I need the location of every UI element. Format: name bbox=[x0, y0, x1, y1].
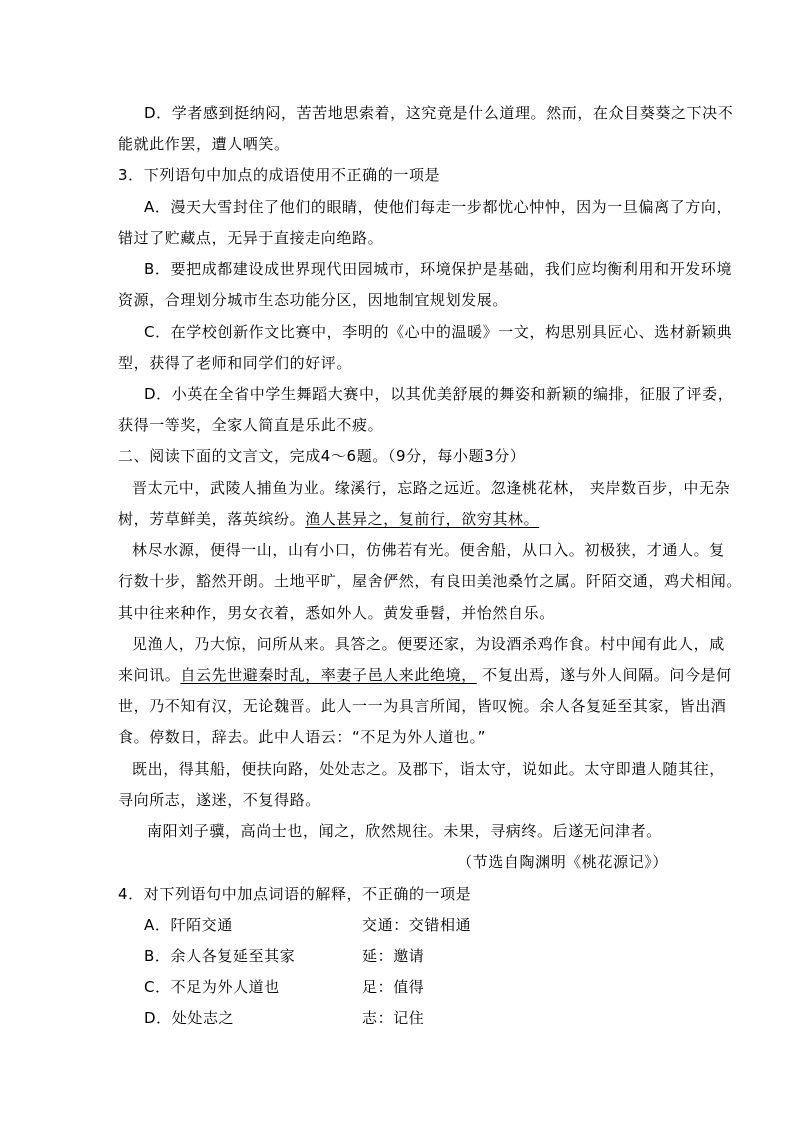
passage-p3-line2-start: 来问讯。 bbox=[118, 666, 181, 684]
passage-p2-line3: 其中往来种作，男女衣着，悉如外人。黄发垂髫，并怡然自乐。 bbox=[118, 604, 555, 622]
passage-p1-line2-text: 树，芳草鲜美，落英缤纷。 bbox=[118, 510, 306, 528]
q3-option-b-line1: B．要把成都建设成世界现代田园城市，环境保护是基础，我们应均衡利用和开发环境 bbox=[144, 260, 733, 278]
passage-p3-line3: 世，乃不知有汉，无论魏晋。此人一一为具言所闻，皆叹惋。余人各复延至其家，皆出酒 bbox=[118, 697, 727, 715]
q4-option-b: B．余人各复延至其家 bbox=[144, 947, 296, 965]
underlined-sentence-2: 自云先世避秦时乱，率妻子邑人来此绝境， bbox=[180, 666, 477, 684]
q3-option-c-line1: C．在学校创新作文比赛中，李明的《心中的温暖》一文，构思别具匠心、选材新颖典 bbox=[144, 323, 733, 341]
q2-option-d-line2: 能就此作罢，遭人哂笑。 bbox=[118, 135, 290, 153]
q3-option-b-line2: 资源，合理划分城市生态功能分区，因地制宜规划发展。 bbox=[118, 291, 509, 309]
passage-p3-line2-end: 不复出焉，遂与外人间隔。问今是何 bbox=[476, 666, 732, 684]
passage-p4-line1: 既出，得其船，便扶向路，处处志之。及郡下，诣太守，说如此。太守即遣人随其往， bbox=[132, 760, 725, 778]
underlined-sentence-1: 渔人甚异之，复前行，欲穷其林。 bbox=[305, 510, 540, 528]
passage-source: （节选自陶渊明《桃花源记》） bbox=[457, 853, 668, 871]
q4-option-c-gloss: 足：值得 bbox=[362, 978, 425, 996]
q4-option-a-gloss: 交通：交错相通 bbox=[362, 916, 472, 934]
section-2-heading: 二、阅读下面的文言文，完成4～6题。（9分，每小题3分） bbox=[118, 447, 526, 465]
q3-stem: 3．下列语句中加点的成语使用不正确的一项是 bbox=[118, 166, 441, 184]
q4-stem: 4．对下列语句中加点词语的解释，不正确的一项是 bbox=[118, 885, 472, 903]
q3-option-a-line1: A．漫天大雪封住了他们的眼睛，使他们每走一步都忧心忡忡，因为一旦偏离了方向， bbox=[144, 198, 733, 216]
q4-option-b-gloss: 延：邀请 bbox=[362, 947, 425, 965]
passage-p2-line2: 行数十步，豁然开朗。土地平旷，屋舍俨然，有良田美池桑竹之属。阡陌交通，鸡犬相闻。 bbox=[118, 572, 743, 590]
passage-p3-line1: 见渔人，乃大惊，问所从来。具答之。便要还家，为设酒杀鸡作食。村中闻有此人，咸 bbox=[132, 635, 725, 653]
passage-p4-line2: 寻向所志，遂迷，不复得路。 bbox=[118, 791, 321, 809]
q3-option-a-line2: 错过了贮藏点，无异于直接走向绝路。 bbox=[118, 229, 384, 247]
q4-option-c: C．不足为外人道也 bbox=[144, 978, 280, 996]
passage-p3-line4: 食。停数日，辞去。此中人语云：“不足为外人道也。” bbox=[118, 728, 487, 746]
q3-option-c-line2: 型，获得了老师和同学们的好评。 bbox=[118, 354, 353, 372]
passage-p1-line1: 晋太元中，武陵人捕鱼为业。缘溪行，忘路之远近。忽逢桃花林， 夹岸数百步，中无杂 bbox=[132, 479, 731, 497]
q3-option-d-line1: D．小英在全省中学生舞蹈大赛中，以其优美舒展的舞姿和新颖的编排，征服了评委， bbox=[144, 385, 734, 403]
q2-option-d-line1: D．学者感到挺纳闷，苦苦地思索着，这究竟是什么道理。然而，在众目葵葵之下决不 bbox=[144, 104, 734, 122]
passage-p2-line1: 林尽水源，便得一山，山有小口，仿佛若有光。便舍船，从口入。初极狭，才通人。复 bbox=[132, 541, 725, 559]
passage-p5-line1: 南阳刘子骥，高尚士也，闻之，欣然规往。未果，寻病终。后遂无问津者。 bbox=[147, 822, 662, 840]
passage-p3-line2 bbox=[118, 665, 732, 685]
q4-option-d-gloss: 志：记住 bbox=[362, 1009, 425, 1027]
q4-option-a: A．阡陌交通 bbox=[144, 916, 233, 934]
passage-p1-line2 bbox=[118, 509, 539, 529]
q3-option-d-line2: 获得一等奖，全家人简直是乐此不疲。 bbox=[118, 416, 384, 434]
q4-option-d: D．处处志之 bbox=[144, 1009, 235, 1027]
